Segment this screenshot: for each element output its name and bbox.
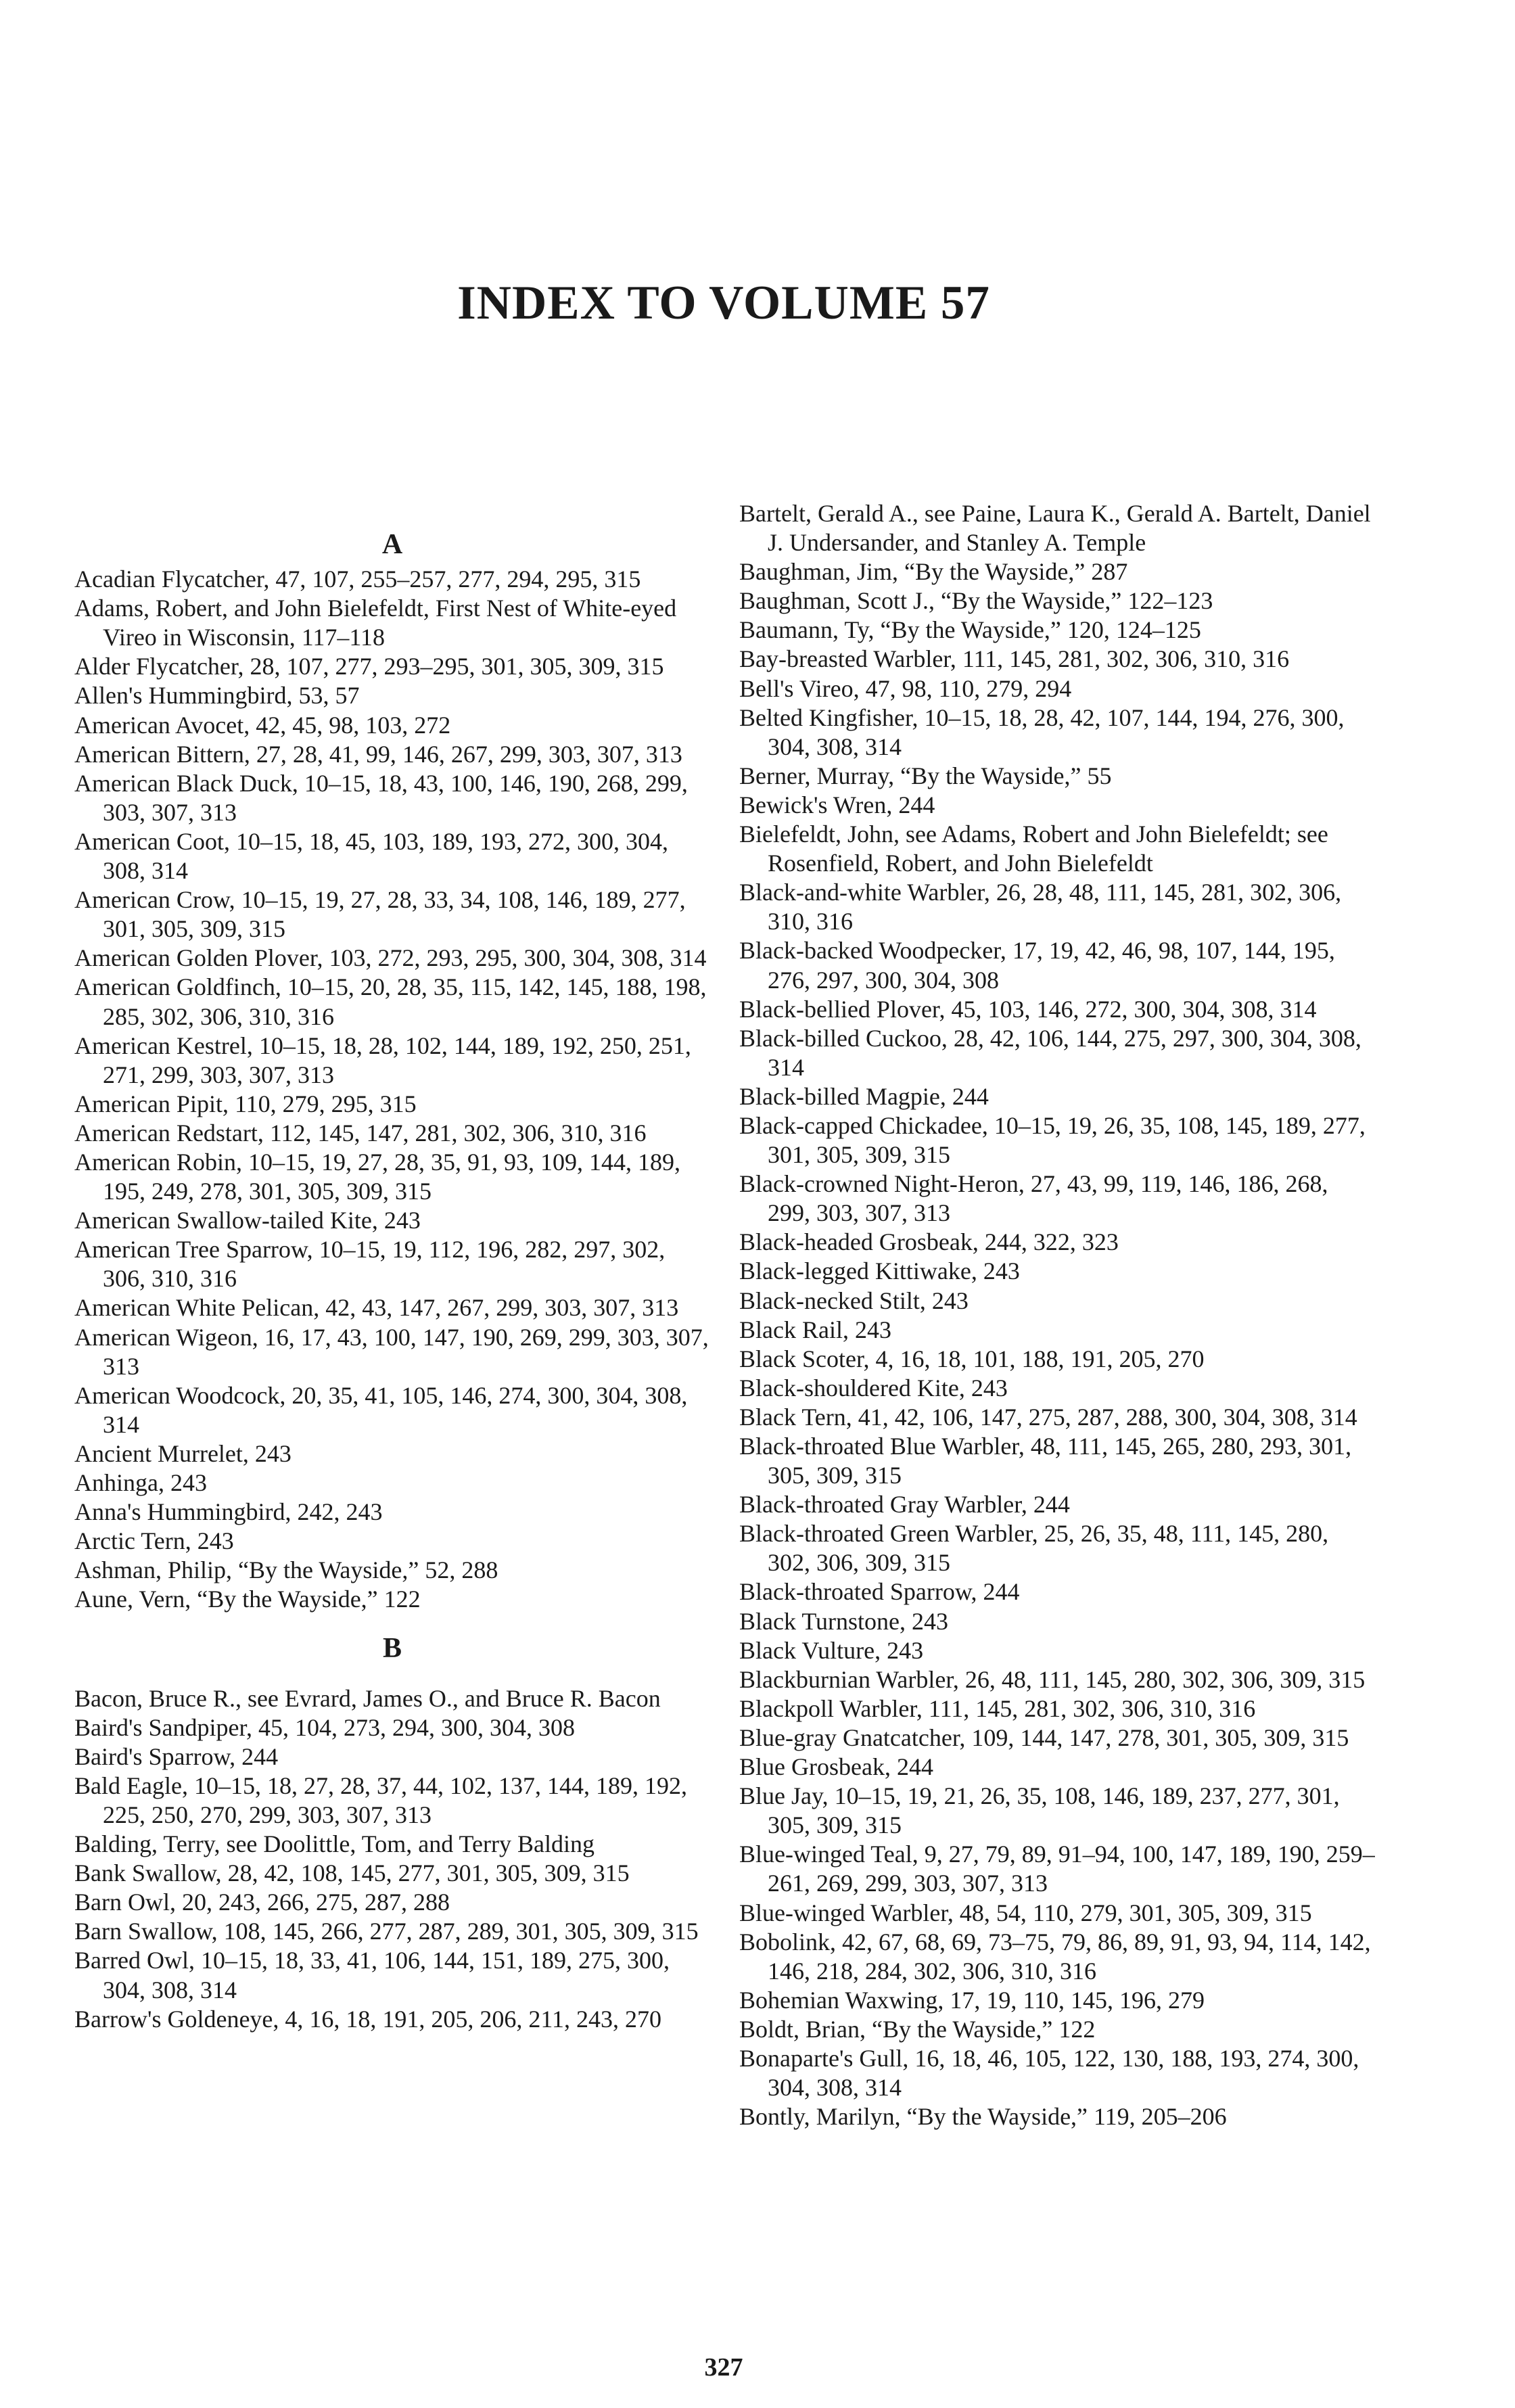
index-entry: Ancient Murrelet, 243 (74, 1439, 292, 1467)
section-heading-a: A (381, 529, 403, 560)
index-entry: Black-legged Kittiwake, 243 (739, 1257, 1020, 1285)
index-entry: Blackpoll Warbler, 111, 145, 281, 302, 306, 310, 316 (739, 1694, 1256, 1722)
index-entry: American White Pelican, 42, 43, 147, 267, 299, 303, 307, 313 (74, 1294, 679, 1322)
index-entry: Bacon, Bruce R., see Evrard, James O., and Bruce R. Bacon (74, 1684, 661, 1712)
index-entry: Bay-breasted Warbler, 111, 145, 281, 302, 306, 310, 316 (739, 645, 1290, 673)
index-entry: Boldt, Brian, “By the Wayside,” 122 (739, 2015, 1096, 2043)
index-entry: Black-headed Grosbeak, 244, 322, 323 (739, 1228, 1119, 1256)
index-entry: Blue Grosbeak, 244 (739, 1753, 933, 1781)
index-entry: Black-throated Blue Warbler, 48, 111, 145, 265, 280, 293, 301, 305, 309, 315 (739, 1433, 1352, 1489)
index-column-right (739, 499, 1375, 2131)
index-entry: American Tree Sparrow, 10–15, 19, 112, 196, 282, 297, 302, 306, 310, 316 (74, 1236, 666, 1293)
index-entry: Black Vulture, 243 (739, 1636, 924, 1664)
section-b-entries (74, 1684, 710, 2034)
index-entry: American Swallow-tailed Kite, 243 (74, 1207, 421, 1234)
section-a-entries (74, 565, 710, 1614)
index-entry: Bartelt, Gerald A., see Paine, Laura K., Gerald A. Bartelt, Daniel J. Undersander, and Stanley A. Temple (739, 500, 1371, 557)
index-entry: Allen's Hummingbird, 53, 57 (74, 682, 360, 710)
index-entry: Black-shouldered Kite, 243 (739, 1374, 1008, 1402)
index-entry: Bank Swallow, 28, 42, 108, 145, 277, 301, 305, 309, 315 (74, 1859, 630, 1887)
index-entry: American Robin, 10–15, 19, 27, 28, 35, 91, 93, 109, 144, 189, 195, 249, 278, 301, 305, 309, 315 (74, 1148, 680, 1205)
index-entry: Bohemian Waxwing, 17, 19, 110, 145, 196, 279 (739, 1986, 1205, 2014)
index-entry: American Black Duck, 10–15, 18, 43, 100, 146, 190, 268, 299, 303, 307, 313 (74, 769, 688, 826)
index-entry: Blue-winged Teal, 9, 27, 79, 89, 91–94, 100, 147, 189, 190, 259–261, 269, 299, 303, 307, 313 (739, 1840, 1375, 1897)
index-entry: Baird's Sparrow, 244 (74, 1742, 279, 1770)
index-entry: Baughman, Scott J., “By the Wayside,” 122–123 (739, 587, 1213, 615)
index-entry: Black-necked Stilt, 243 (739, 1287, 969, 1314)
index-entry: Black-billed Magpie, 244 (739, 1082, 989, 1110)
index-entry: Berner, Murray, “By the Wayside,” 55 (739, 762, 1112, 789)
index-entry: Acadian Flycatcher, 47, 107, 255–257, 277, 294, 295, 315 (74, 565, 641, 593)
page-title: INDEX TO VOLUME 57 (457, 277, 990, 329)
index-entry: Aune, Vern, “By the Wayside,” 122 (74, 1585, 421, 1613)
index-entry: American Wigeon, 16, 17, 43, 100, 147, 190, 269, 299, 303, 307, 313 (74, 1323, 709, 1380)
page-number: 327 (704, 2353, 743, 2382)
index-entry: Black-bellied Plover, 45, 103, 146, 272, 300, 304, 308, 314 (739, 995, 1317, 1023)
index-entry: Bell's Vireo, 47, 98, 110, 279, 294 (739, 674, 1072, 702)
index-entry: American Woodcock, 20, 35, 41, 105, 146, 274, 300, 304, 308, 314 (74, 1381, 688, 1438)
index-entry: Bielefeldt, John, see Adams, Robert and John Bielefeldt; see Rosenfield, Robert, and John Bielefeldt (739, 820, 1328, 877)
index-entry: Alder Flycatcher, 28, 107, 277, 293–295, 301, 305, 309, 315 (74, 653, 664, 680)
index-entry: Black-crowned Night-Heron, 27, 43, 99, 119, 146, 186, 268, 299, 303, 307, 313 (739, 1170, 1328, 1227)
index-entry: Black-capped Chickadee, 10–15, 19, 26, 35, 108, 145, 189, 277, 301, 305, 309, 315 (739, 1111, 1366, 1169)
index-entry: Black Tern, 41, 42, 106, 147, 275, 287, 288, 300, 304, 308, 314 (739, 1403, 1357, 1431)
index-entry: Baumann, Ty, “By the Wayside,” 120, 124–125 (739, 616, 1201, 644)
index-entry: Bewick's Wren, 244 (739, 791, 935, 818)
index-entry: Black-throated Sparrow, 244 (739, 1578, 1020, 1606)
index-entry: Blackburnian Warbler, 26, 48, 111, 145, 280, 302, 306, 309, 315 (739, 1665, 1366, 1693)
index-entry: Bobolink, 42, 67, 68, 69, 73–75, 79, 86, 89, 91, 93, 94, 114, 142, 146, 218, 284, 302, 306, 310, 316 (739, 1928, 1371, 1985)
index-entry: Barred Owl, 10–15, 18, 33, 41, 106, 144, 151, 189, 275, 300, 304, 308, 314 (74, 1947, 670, 2004)
index-entry: Black-backed Woodpecker, 17, 19, 42, 46, 98, 107, 144, 195, 276, 297, 300, 304, 308 (739, 937, 1335, 994)
index-entry: Bald Eagle, 10–15, 18, 27, 28, 37, 44, 102, 137, 144, 189, 192, 225, 250, 270, 299, 303, 307, 313 (74, 1772, 687, 1828)
index-entry: American Goldfinch, 10–15, 20, 28, 35, 115, 142, 145, 188, 198, 285, 302, 306, 310, 316 (74, 973, 707, 1030)
index-entry: Baird's Sandpiper, 45, 104, 273, 294, 300, 304, 308 (74, 1713, 576, 1741)
index-entry: Blue-winged Warbler, 48, 54, 110, 279, 301, 305, 309, 315 (739, 1899, 1312, 1926)
index-column-left (74, 499, 710, 2034)
index-entry: American Golden Plover, 103, 272, 293, 295, 300, 304, 308, 314 (74, 944, 707, 972)
section-heading-b: B (382, 1633, 402, 1665)
index-entry: Barn Swallow, 108, 145, 266, 277, 287, 289, 301, 305, 309, 315 (74, 1918, 699, 1945)
index-entry: American Avocet, 42, 45, 98, 103, 272 (74, 711, 451, 739)
index-entry: Bontly, Marilyn, “By the Wayside,” 119, 205–206 (739, 2103, 1227, 2131)
index-entry: American Kestrel, 10–15, 18, 28, 102, 144, 189, 192, 250, 251, 271, 299, 303, 307, 313 (74, 1032, 691, 1088)
index-entry: Black Turnstone, 243 (739, 1607, 949, 1635)
index-entry: Black Rail, 243 (739, 1316, 891, 1343)
index-entry: Adams, Robert, and John Bielefeldt, First Nest of White-eyed Vireo in Wisconsin, 117–118 (74, 595, 677, 651)
index-entry: Anna's Hummingbird, 242, 243 (74, 1498, 383, 1526)
index-entry: Ashman, Philip, “By the Wayside,” 52, 288 (74, 1556, 498, 1584)
index-entry: Black Scoter, 4, 16, 18, 101, 188, 191, 205, 270 (739, 1345, 1205, 1372)
index-entry: Blue Jay, 10–15, 19, 21, 26, 35, 108, 146, 189, 237, 277, 301, 305, 309, 315 (739, 1782, 1340, 1839)
index-entry: American Bittern, 27, 28, 41, 99, 146, 267, 299, 303, 307, 313 (74, 740, 682, 768)
index-entry: Blue-gray Gnatcatcher, 109, 144, 147, 278, 301, 305, 309, 315 (739, 1723, 1349, 1751)
index-entry: Bonaparte's Gull, 16, 18, 46, 105, 122, 130, 188, 193, 274, 300, 304, 308, 314 (739, 2044, 1359, 2102)
index-entry: Barn Owl, 20, 243, 266, 275, 287, 288 (74, 1889, 450, 1916)
index-entry: Baughman, Jim, “By the Wayside,” 287 (739, 558, 1128, 586)
index-entry: Anhinga, 243 (74, 1469, 207, 1496)
index-entry: Balding, Terry, see Doolittle, Tom, and Terry Balding (74, 1830, 595, 1858)
section-b-continued-entries (739, 499, 1375, 2131)
index-entry: American Crow, 10–15, 19, 27, 28, 33, 34, 108, 146, 189, 277, 301, 305, 309, 315 (74, 886, 686, 943)
index-entry: Belted Kingfisher, 10–15, 18, 28, 42, 107, 144, 194, 276, 300, 304, 308, 314 (739, 703, 1345, 760)
index-entry: American Coot, 10–15, 18, 45, 103, 189, 193, 272, 300, 304, 308, 314 (74, 827, 668, 885)
index-entry: Black-and-white Warbler, 26, 28, 48, 111, 145, 281, 302, 306, 310, 316 (739, 879, 1342, 935)
index-entry: Black-billed Cuckoo, 28, 42, 106, 144, 275, 297, 300, 304, 308, 314 (739, 1024, 1361, 1081)
index-entry: Barrow's Goldeneye, 4, 16, 18, 191, 205, 206, 211, 243, 270 (74, 2005, 662, 2033)
index-entry: American Pipit, 110, 279, 295, 315 (74, 1090, 417, 1117)
index-entry: Black-throated Green Warbler, 25, 26, 35, 48, 111, 145, 280, 302, 306, 309, 315 (739, 1520, 1329, 1577)
index-entry: American Redstart, 112, 145, 147, 281, 302, 306, 310, 316 (74, 1119, 647, 1147)
index-entry: Black-throated Gray Warbler, 244 (739, 1491, 1070, 1519)
index-entry: Arctic Tern, 243 (74, 1527, 234, 1555)
